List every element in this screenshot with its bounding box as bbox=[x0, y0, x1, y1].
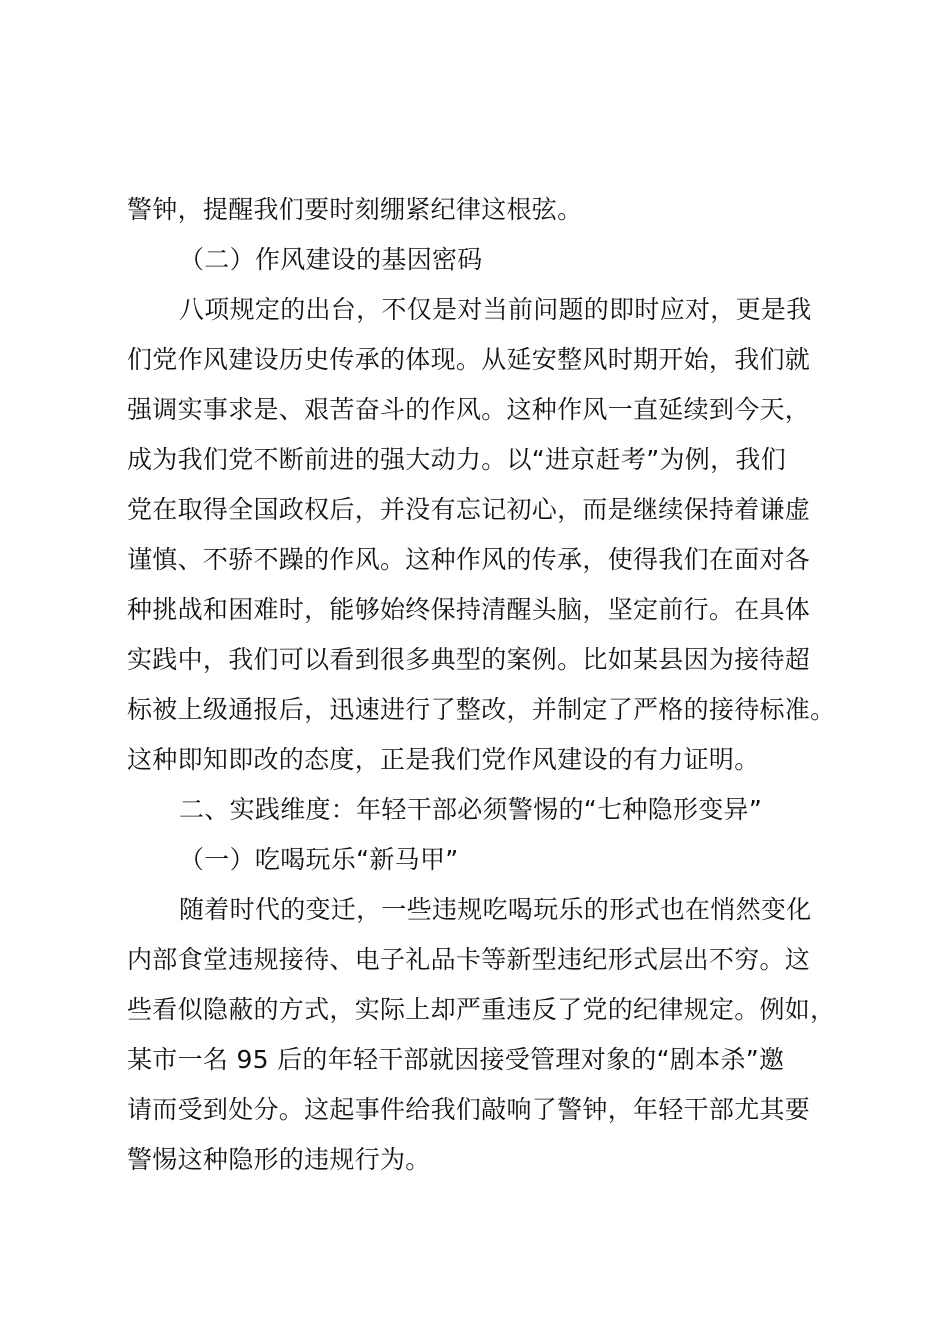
text-line: 谨慎、不骄不躁的作风。这种作风的传承，使得我们在面对各 bbox=[127, 545, 811, 574]
section-heading-main: 二、实践维度：年轻干部必须警惕的“七种隐形变异” bbox=[179, 795, 763, 824]
text-line: 成为我们党不断前进的强大动力。以“进京赶考”为例，我们 bbox=[127, 445, 787, 474]
text-line: 内部食堂违规接待、电子礼品卡等新型违纪形式层出不穷。这 bbox=[127, 945, 811, 974]
text-line: 警钟，提醒我们要时刻绷紧纪律这根弦。 bbox=[127, 195, 583, 224]
text-line: 强调实事求是、艰苦奋斗的作风。这种作风一直延续到今天， bbox=[127, 395, 811, 424]
text-line: 们党作风建设历史传承的体现。从延安整风时期开始，我们就 bbox=[127, 345, 811, 374]
text-line: 种挑战和困难时，能够始终保持清醒头脑，坚定前行。在具体 bbox=[127, 595, 811, 624]
text-line: 些看似隐蔽的方式，实际上却严重违反了党的纪律规定。例如， bbox=[127, 995, 836, 1024]
text-line: 这种即知即改的态度，正是我们党作风建设的有力证明。 bbox=[127, 745, 760, 774]
section-heading-2: （二）作风建设的基因密码 bbox=[179, 245, 483, 274]
text-line: 党在取得全国政权后，并没有忘记初心，而是继续保持着谦虚 bbox=[127, 495, 811, 524]
text-line: 标被上级通报后，迅速进行了整改，并制定了严格的接待标准。 bbox=[127, 695, 836, 724]
text-line: 某市一名 95 后的年轻干部就因接受管理对象的“剧本杀”邀 bbox=[127, 1045, 785, 1074]
text-line: 八项规定的出台，不仅是对当前问题的即时应对，更是我 bbox=[179, 295, 812, 324]
document-body bbox=[127, 185, 842, 1185]
text-line: 警惕这种隐形的违规行为。 bbox=[127, 1145, 431, 1174]
section-heading-1: （一）吃喝玩乐“新马甲” bbox=[179, 845, 459, 874]
text-line: 随着时代的变迁，一些违规吃喝玩乐的形式也在悄然变化 bbox=[179, 895, 812, 924]
text-line: 实践中，我们可以看到很多典型的案例。比如某县因为接待超 bbox=[127, 645, 811, 674]
text-line: 请而受到处分。这起事件给我们敲响了警钟，年轻干部尤其要 bbox=[127, 1095, 811, 1124]
